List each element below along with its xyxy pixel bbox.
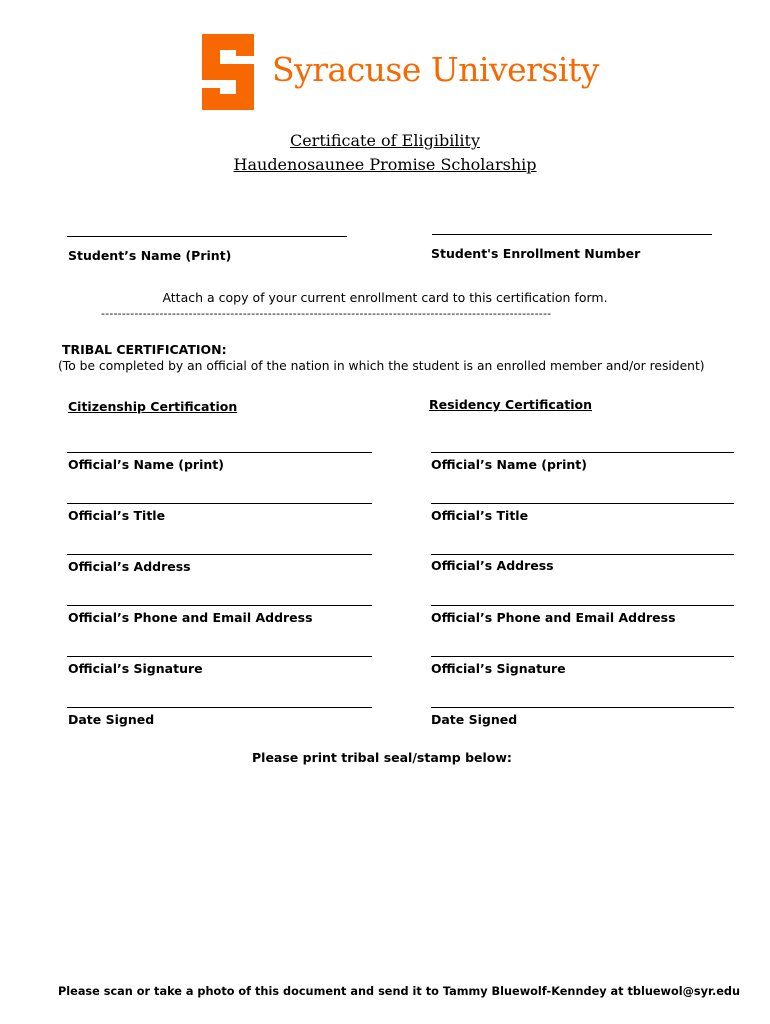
citizenship-contact-label: Official’s Phone and Email Address xyxy=(68,610,313,625)
residency-heading: Residency Certification xyxy=(429,397,592,412)
citizenship-contact-line[interactable] xyxy=(67,605,372,606)
residency-address-line[interactable] xyxy=(431,554,734,555)
student-enrollment-label: Student's Enrollment Number xyxy=(431,246,641,261)
citizenship-date-line[interactable] xyxy=(67,707,372,708)
citizenship-signature-line[interactable] xyxy=(67,656,372,657)
footer-instruction: Please scan or take a photo of this document and send it to Tammy Bluewolf-Kenndey at tbluewol@syr.edu xyxy=(58,985,741,998)
tribal-certification-note: (To be completed by an official of the nation in which the student is an enrolled member and/or resident) xyxy=(58,359,705,373)
residency-signature-line[interactable] xyxy=(431,656,734,657)
dashed-separator: ------------------------------------------------------------------------------------------------------------ xyxy=(101,307,552,320)
citizenship-heading: Citizenship Certification xyxy=(68,399,238,414)
residency-name-label: Official’s Name (print) xyxy=(431,457,587,472)
attach-instruction: Attach a copy of your current enrollment card to this certification form. xyxy=(162,290,608,305)
citizenship-date-label: Date Signed xyxy=(68,712,155,727)
citizenship-address-line[interactable] xyxy=(67,554,372,555)
residency-date-label: Date Signed xyxy=(431,712,518,727)
residency-address-label: Official’s Address xyxy=(431,558,554,573)
citizenship-name-label: Official’s Name (print) xyxy=(68,457,224,472)
student-name-line[interactable] xyxy=(67,236,347,237)
citizenship-signature-label: Official’s Signature xyxy=(68,661,203,676)
citizenship-title-label: Official’s Title xyxy=(68,508,166,523)
student-enrollment-line[interactable] xyxy=(432,234,712,235)
residency-name-line[interactable] xyxy=(431,452,734,453)
document-title: Certificate of Eligibility xyxy=(289,131,481,150)
residency-contact-line[interactable] xyxy=(431,605,734,606)
residency-title-label: Official’s Title xyxy=(431,508,529,523)
student-name-label: Student’s Name (Print) xyxy=(68,248,232,263)
seal-area[interactable] xyxy=(60,775,710,970)
tribal-certification-heading: TRIBAL CERTIFICATION: xyxy=(62,342,227,357)
residency-contact-label: Official’s Phone and Email Address xyxy=(431,610,676,625)
citizenship-address-label: Official’s Address xyxy=(68,559,191,574)
syracuse-s-logo-icon xyxy=(202,34,254,110)
logo-wordmark: Syracuse University xyxy=(272,50,599,89)
seal-prompt: Please print tribal seal/stamp below: xyxy=(252,750,512,765)
document-subtitle: Haudenosaunee Promise Scholarship xyxy=(233,155,537,174)
residency-signature-label: Official’s Signature xyxy=(431,661,566,676)
citizenship-title-line[interactable] xyxy=(67,503,372,504)
residency-date-line[interactable] xyxy=(431,707,734,708)
citizenship-name-line[interactable] xyxy=(67,452,372,453)
residency-title-line[interactable] xyxy=(431,503,734,504)
